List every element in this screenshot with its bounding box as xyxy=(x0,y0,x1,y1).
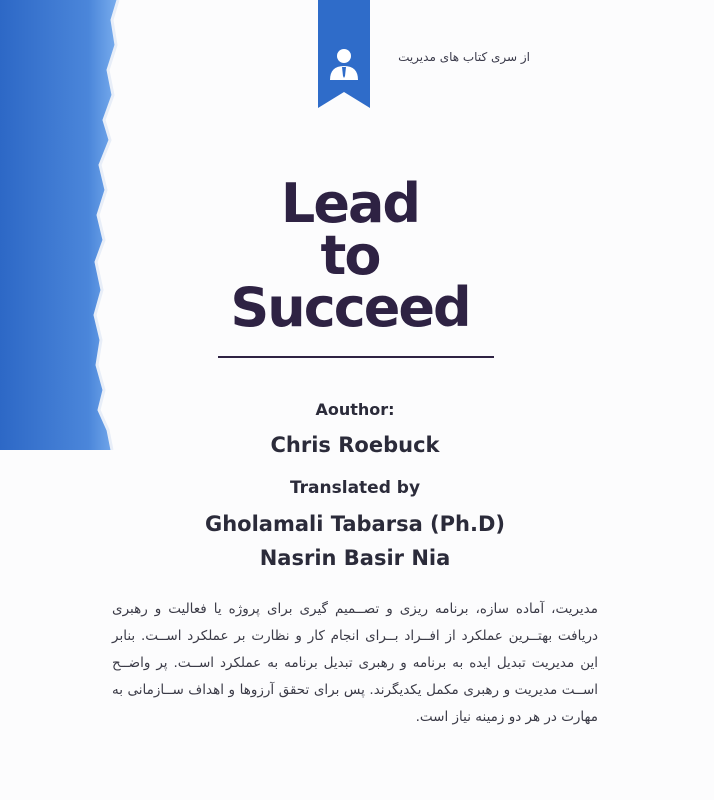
book-title xyxy=(170,172,530,339)
torn-blue-band xyxy=(0,0,125,450)
series-ribbon-badge xyxy=(318,0,370,108)
translated-label: Translated by xyxy=(289,478,421,498)
title-line-3: Succeed xyxy=(230,276,470,339)
author-label: Aouthor: xyxy=(315,400,395,419)
title-line-2: to xyxy=(320,224,380,287)
back-blurb: مدیریت، آماده سازه، برنامه ریزی و تصــمیم گیری برای پروژه یا فعالیت و رهبری دریافت بهتــرین عملکرد از افــراد بــرای انجام کار و نظارت بر عملکرد اســت. بنابر این مدیریت تبدیل ایده به برنامه و رهبری تبدیل برنامه به عملکرد اســت. پر واضــح اســت مدیریت و رهبری مکمل یکدیگرند. پس برای تحقق آرزوها و اهداف ســازمانی به مهارت در هر دو زمینه نیاز است. xyxy=(112,601,598,725)
title-divider xyxy=(218,356,494,358)
translator-2: Nasrin Basir Nia xyxy=(259,546,451,570)
author-name: Chris Roebuck xyxy=(270,433,440,457)
series-label: از سری کتاب های مدیریت xyxy=(398,50,530,64)
translator-1: Gholamali Tabarsa (Ph.D) xyxy=(204,512,506,536)
title-line-1: Lead xyxy=(280,172,420,235)
